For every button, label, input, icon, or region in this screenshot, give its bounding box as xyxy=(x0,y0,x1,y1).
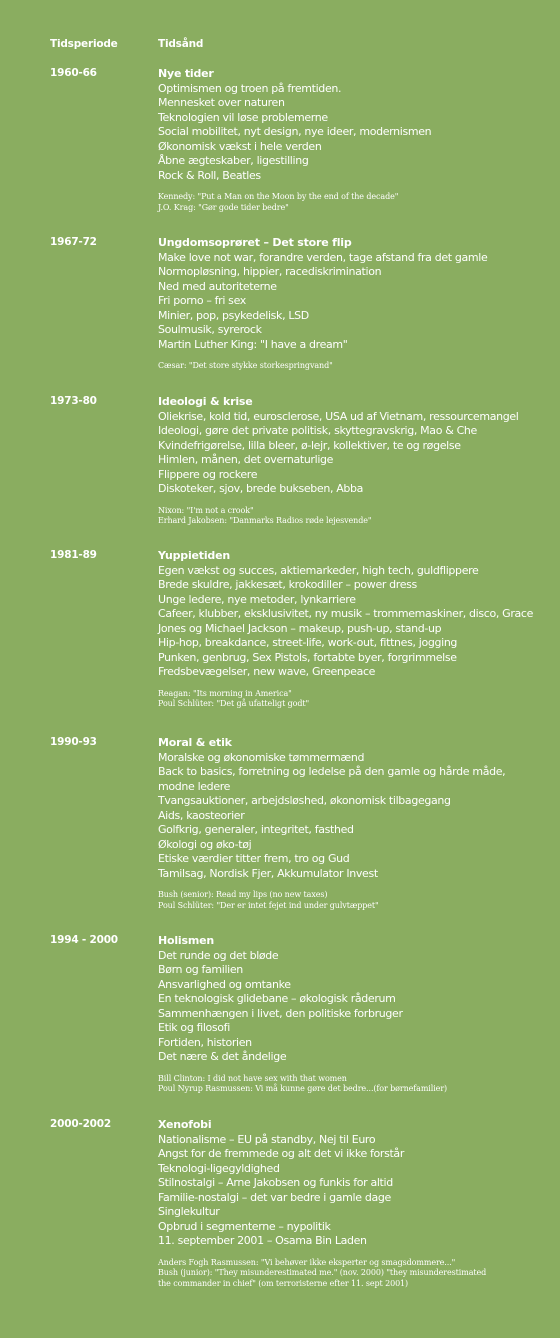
period-quotes xyxy=(158,361,528,372)
period-line: Back to basics, forretning og ledelse på den gamle og hårde måde, xyxy=(158,765,506,778)
period-line: Rock & Roll, Beatles xyxy=(158,168,261,182)
column-header-zeitgeist: Tidsånd xyxy=(158,38,204,50)
period-line: Brede skuldre, jakkesæt, krokodiller – power dress xyxy=(158,578,417,591)
period-quotes xyxy=(158,192,528,213)
quote-line: Reagan: "Its morning in America" xyxy=(158,688,292,698)
period-line: Tvangsauktioner, arbejdsløshed, økonomisk tilbagegang xyxy=(158,794,451,807)
period-line: Det nære & det åndelige xyxy=(158,1050,287,1063)
period-line: Økologi og øko-tøj xyxy=(158,837,252,851)
period-label: 1967-72 xyxy=(50,236,97,248)
period-line: Hip-hop, breakdance, street-life, work-out, fittnes, jogging xyxy=(158,636,458,649)
period-line: Egen vækst og succes, aktiemarkeder, high tech, guldflippere xyxy=(158,563,479,577)
period-line: Cafeer, klubber, eksklusivitet, ny musik – trommemaskiner, disco, Grace xyxy=(158,607,533,620)
period-title: Ungdomsoprøret – Det store flip xyxy=(158,236,352,249)
period-label: 2000-2002 xyxy=(50,1118,112,1130)
period-line: Martin Luther King: "I have a dream" xyxy=(158,337,348,351)
period-line: Fri porno – fri sex xyxy=(158,294,246,307)
period-quotes xyxy=(158,890,528,911)
period-line: Etiske værdier titter frem, tro og Gud xyxy=(158,852,350,865)
period-line: En teknologisk glidebane – økologisk råderum xyxy=(158,992,396,1005)
period-line: Åbne ægteskaber, ligestilling xyxy=(158,154,309,167)
period-line: Soulmusik, syrerock xyxy=(158,323,262,336)
period-line: Mennesket over naturen xyxy=(158,96,285,109)
period-line: Normopløsning, hippier, racediskrimination xyxy=(158,265,382,278)
period-line: Optimismen og troen på fremtiden. xyxy=(158,81,342,95)
period-line: Teknologi-ligegyldighed xyxy=(158,1161,280,1175)
quote-line: J.O. Krag: "Gør gode tider bedre" xyxy=(158,202,289,212)
period-line: Nationalisme – EU på standby, Nej til Euro xyxy=(158,1132,376,1146)
period-line: Fredsbevægelser, new wave, Greenpeace xyxy=(158,665,376,678)
period-line: Diskoteker, sjov, brede bukseben, Abba xyxy=(158,482,364,495)
period-line: Familie-nostalgi – det var bedre i gamle dage xyxy=(158,1190,391,1204)
quote-line: Poul Nyrup Rasmussen: Vi må kunne gøre det bedre...(for børnefamilier) xyxy=(158,1084,448,1093)
period-lines xyxy=(158,1133,528,1249)
quote-line: Cæsar: "Det store stykke storkespringvand" xyxy=(158,361,333,370)
period-line: Teknologien vil løse problemerne xyxy=(158,110,328,124)
period-title: Nye tider xyxy=(158,67,214,80)
period-line: 11. september 2001 – Osama Bin Laden xyxy=(158,1234,367,1247)
period-title: Holismen xyxy=(158,934,215,947)
period-quotes xyxy=(158,689,528,710)
period-title: Moral & etik xyxy=(158,736,232,749)
column-header-period: Tidsperiode xyxy=(50,38,118,50)
period-quotes xyxy=(158,1074,528,1095)
period-line: Jones og Michael Jackson – makeup, push-up, stand-up xyxy=(158,621,442,635)
period-line: Tamilsag, Nordisk Fjer, Akkumulator Invest xyxy=(158,866,378,880)
period-line: Unge ledere, nye metoder, lynkarriere xyxy=(158,592,356,606)
period-line: Angst for de fremmede og alt det vi ikke forstår xyxy=(158,1147,404,1160)
period-title: Yuppietiden xyxy=(158,549,230,562)
period-body xyxy=(158,934,528,1095)
period-line: Himlen, månen, det overnaturlige xyxy=(158,453,334,466)
period-lines xyxy=(158,949,528,1065)
period-lines xyxy=(158,563,533,680)
period-line: Ansvarlighed og omtanke xyxy=(158,977,291,991)
period-body xyxy=(158,395,528,527)
period-lines xyxy=(158,410,528,497)
period-label: 1994 - 2000 xyxy=(50,934,118,946)
period-line: Social mobilitet, nyt design, nye ideer, modernismen xyxy=(158,125,432,138)
period-line: Stilnostalgi – Arne Jakobsen og funkis for altid xyxy=(158,1176,393,1189)
period-line: Børn og familien xyxy=(158,963,243,976)
period-title: Xenofobi xyxy=(158,1118,212,1131)
period-line: Etik og filosofi xyxy=(158,1021,230,1034)
period-body xyxy=(158,549,533,710)
period-body xyxy=(158,736,528,911)
period-line: Økonomisk vækst i hele verden xyxy=(158,139,322,153)
period-line: Aids, kaosteorier xyxy=(158,808,245,822)
period-body xyxy=(158,67,528,213)
period-line: Singlekultur xyxy=(158,1205,220,1218)
period-label: 1990-93 xyxy=(50,736,97,748)
period-lines xyxy=(158,251,528,353)
period-line: Ned med autoriteterne xyxy=(158,279,277,293)
quote-line: Kennedy: "Put a Man on the Moon by the end of the decade" xyxy=(158,192,399,201)
period-line: Oliekrise, kold tid, eurosclerose, USA ud af Vietnam, ressourcemangel xyxy=(158,409,519,423)
period-line: Make love not war, forandre verden, tage afstand fra det gamle xyxy=(158,250,488,264)
quote-line: Bill Clinton: I did not have sex with that women xyxy=(158,1073,347,1083)
period-lines xyxy=(158,751,528,882)
period-label: 1981-89 xyxy=(50,549,97,561)
period-label: 1973-80 xyxy=(50,395,97,407)
quote-line: the commander in chief" (om terroristerne efter 11. sept 2001) xyxy=(158,1278,409,1288)
period-line: Golfkrig, generaler, integritet, fasthed xyxy=(158,823,354,836)
quote-line: Poul Schlüter: "Det gå ufatteligt godt" xyxy=(158,699,310,708)
period-line: Moralske og økonomiske tømmermænd xyxy=(158,750,365,764)
period-label: 1960-66 xyxy=(50,67,97,79)
period-line: Det runde og det bløde xyxy=(158,948,279,962)
period-line: modne ledere xyxy=(158,779,231,793)
period-body xyxy=(158,236,528,372)
period-line: Punken, genbrug, Sex Pistols, fortabte byer, forgrimmelse xyxy=(158,650,457,664)
quote-line: Nixon: "I'm not a crook" xyxy=(158,505,254,515)
period-line: Opbrud i segmenterne – nypolitik xyxy=(158,1219,331,1233)
quote-line: Anders Fogh Rasmussen: "Vi behøver ikke eksperter og smagsdommere..." xyxy=(158,1257,456,1267)
period-lines xyxy=(158,82,528,184)
period-line: Ideologi, gøre det private politisk, skyttegravskrig, Mao & Che xyxy=(158,424,477,437)
period-title: Ideologi & krise xyxy=(158,395,253,408)
quote-line: Poul Schlüter: "Der er intet fejet ind under gulvtæppet" xyxy=(158,900,379,910)
quote-line: Erhard Jakobsen: "Danmarks Radios røde lejesvende" xyxy=(158,516,372,525)
quote-line: Bush (junior): "They misunderestimated me." (nov. 2000) "they misunderestimated xyxy=(158,1268,487,1277)
period-quotes xyxy=(158,1258,528,1290)
period-body xyxy=(158,1118,528,1289)
period-line: Flippere og rockere xyxy=(158,467,258,481)
period-line: Minier, pop, psykedelisk, LSD xyxy=(158,308,309,322)
period-line: Kvindefrigørelse, lilla bleer, ø-lejr, kollektiver, te og røgelse xyxy=(158,438,461,452)
period-line: Sammenhængen i livet, den politiske forbruger xyxy=(158,1006,403,1020)
period-line: Fortiden, historien xyxy=(158,1035,252,1049)
period-quotes xyxy=(158,506,528,527)
quote-line: Bush (senior): Read my lips (no new taxes) xyxy=(158,890,328,899)
